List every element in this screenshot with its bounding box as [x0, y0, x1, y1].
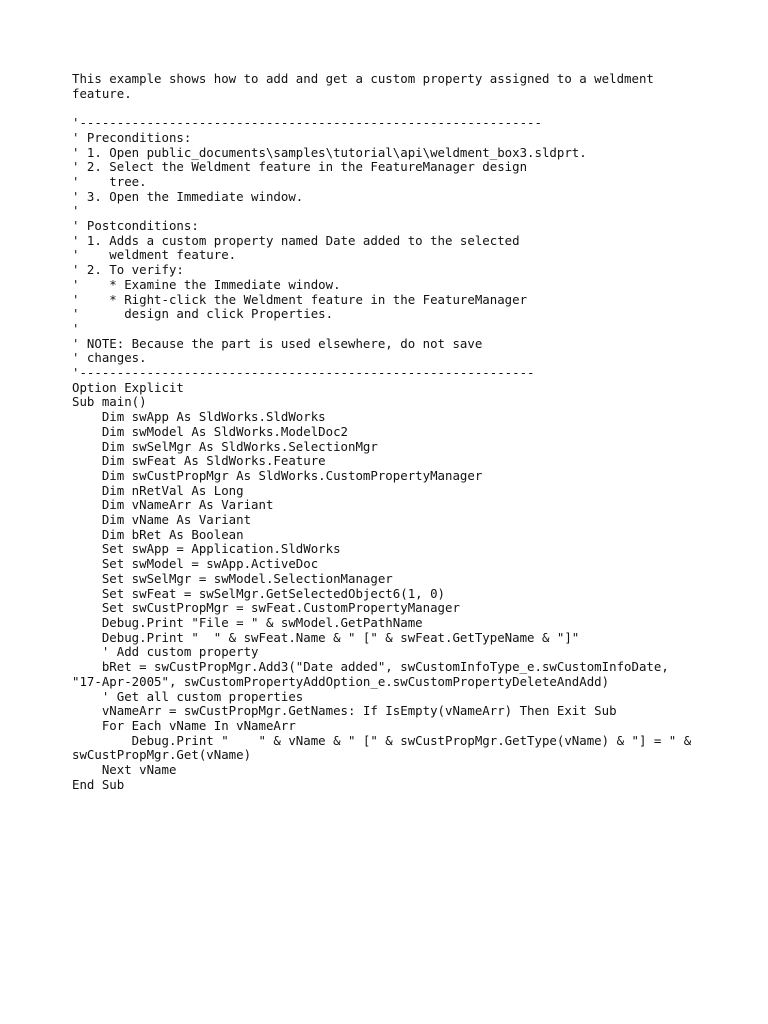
code-line: ' 2. Select the Weldment feature in the FeatureManager design — [72, 159, 528, 175]
code-line: ' Preconditions: — [72, 129, 192, 145]
code-line: ' Add custom property — [72, 644, 259, 660]
code-line: bRet = swCustPropMgr.Add3("Date added", swCustomInfoType_e.swCustomInfoDate, — [72, 659, 669, 675]
code-line: Dim swModel As SldWorks.ModelDoc2 — [72, 423, 349, 439]
code-line: Set swFeat = swSelMgr.GetSelectedObject6(1, 0) — [72, 585, 445, 601]
paragraph-spacer — [72, 101, 712, 116]
intro-line: This example shows how to add and get a custom property assigned to a weldment — [72, 71, 654, 86]
document-page — [72, 72, 712, 792]
code-line: ' tree. — [72, 173, 147, 189]
code-line: Dim vName As Variant — [72, 512, 252, 528]
code-line: ' changes. — [72, 350, 147, 366]
code-line: ' design and click Properties. — [72, 306, 334, 322]
code-line: Sub main() — [72, 394, 147, 410]
code-line: Debug.Print "File = " & swModel.GetPathName — [72, 615, 423, 630]
code-line: Option Explicit — [72, 379, 184, 395]
code-block — [72, 116, 712, 792]
code-line: ' 2. To verify: — [72, 262, 184, 278]
code-line: Next vName — [72, 762, 177, 778]
code-line: Debug.Print " " & swFeat.Name & " [" & swFeat.GetTypeName & "]" — [72, 629, 580, 645]
code-line: Set swSelMgr = swModel.SelectionManager — [72, 570, 393, 586]
code-line: ' * Examine the Immediate window. — [72, 276, 341, 292]
code-line: ' Postconditions: — [72, 218, 199, 234]
intro-line: feature. — [72, 85, 132, 101]
code-line: ' * Right-click the Weldment feature in the FeatureManager — [72, 291, 528, 307]
code-line: ' 1. Adds a custom property named Date added to the selected — [72, 232, 520, 248]
code-line: '------------------------------------------------------------- — [72, 365, 535, 381]
code-line: swCustPropMgr.Get(vName) — [72, 747, 252, 763]
code-line: ' weldment feature. — [72, 247, 237, 263]
code-line: ' 3. Open the Immediate window. — [72, 188, 304, 204]
code-line: Dim swSelMgr As SldWorks.SelectionMgr — [72, 438, 378, 454]
code-line: '-------------------------------------------------------------- — [72, 115, 542, 131]
code-line: Dim nRetVal As Long — [72, 482, 244, 498]
code-line: ' Get all custom properties — [72, 688, 304, 704]
code-line: ' 1. Open public_documents\samples\tutorial\api\weldment_box3.sldprt. — [72, 144, 587, 160]
code-line: Dim bRet As Boolean — [72, 526, 244, 542]
intro-paragraph — [72, 72, 712, 101]
code-line: Dim vNameArr As Variant — [72, 497, 274, 513]
code-line: Dim swCustPropMgr As SldWorks.CustomPropertyManager — [72, 467, 483, 483]
code-line: vNameArr = swCustPropMgr.GetNames: If IsEmpty(vNameArr) Then Exit Sub — [72, 703, 617, 719]
code-line: ' — [72, 203, 80, 219]
code-line: "17-Apr-2005", swCustomPropertyAddOption_e.swCustomPropertyDeleteAndAdd) — [72, 673, 610, 689]
code-line: Set swApp = Application.SldWorks — [72, 541, 341, 557]
code-line: Set swModel = swApp.ActiveDoc — [72, 556, 319, 572]
code-line: Dim swFeat As SldWorks.Feature — [72, 453, 326, 469]
code-line: Dim swApp As SldWorks.SldWorks — [72, 409, 326, 425]
code-line: Set swCustPropMgr = swFeat.CustomPropertyManager — [72, 600, 460, 616]
code-line: End Sub — [72, 776, 125, 792]
code-line: ' — [72, 320, 80, 336]
code-line: ' NOTE: Because the part is used elsewhere, do not save — [72, 335, 483, 351]
code-line: For Each vName In vNameArr — [72, 717, 296, 733]
code-line: Debug.Print " " & vName & " [" & swCustPropMgr.GetType(vName) & "] = " & — [72, 732, 692, 748]
